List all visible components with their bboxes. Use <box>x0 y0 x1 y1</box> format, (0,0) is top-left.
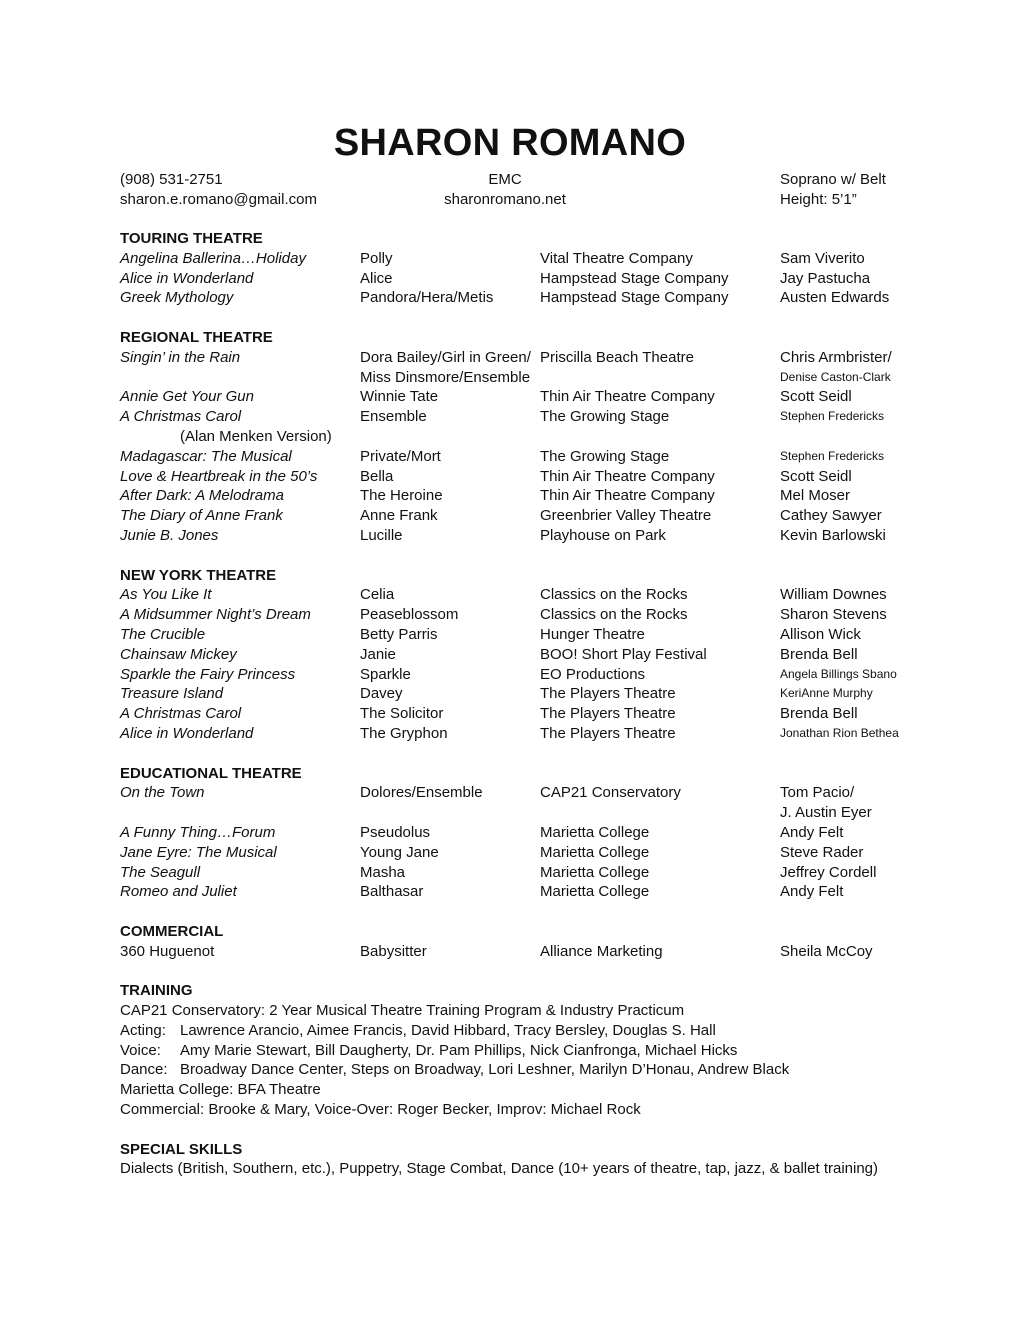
credit-row <box>120 467 920 487</box>
role-name: Pandora/Hera/Metis <box>360 289 494 307</box>
director-name: J. Austin Eyer <box>780 804 872 822</box>
show-title: The Seagull <box>120 863 201 881</box>
credit-row <box>120 665 920 685</box>
credit-row <box>120 585 920 605</box>
credit-row <box>120 605 920 625</box>
training-voice <box>120 1041 920 1061</box>
show-title: After Dark: A Melodrama <box>120 487 284 505</box>
show-title: As You Like It <box>120 586 212 604</box>
height: Height: 5’1” <box>780 191 857 208</box>
training-teachers: Lawrence Arancio, Aimee Francis, David Hibbard, Tracy Bersley, Douglas S. Hall <box>180 1021 716 1039</box>
credit-row <box>120 526 920 546</box>
role-name: Polly <box>360 249 393 267</box>
role-name: Dolores/Ensemble <box>360 784 483 802</box>
director-name: Andy Felt <box>780 883 844 901</box>
training-label: Dance: <box>120 1061 168 1079</box>
company-name: CAP21 Conservatory <box>540 784 681 802</box>
training-college: Marietta College: BFA Theatre <box>120 1081 321 1099</box>
company-name: The Players Theatre <box>540 685 676 703</box>
section-touring-theatre <box>120 229 920 308</box>
training-dance <box>120 1060 920 1080</box>
show-title: On the Town <box>120 784 205 802</box>
voice-type: Soprano w/ Belt <box>780 171 886 188</box>
company-name: EO Productions <box>540 665 646 683</box>
show-title: A Christmas Carol <box>120 408 242 426</box>
credit-row <box>120 783 920 803</box>
section-title: SPECIAL SKILLS <box>120 1140 243 1158</box>
role-name: Janie <box>360 645 396 663</box>
role-name: Bella <box>360 467 394 485</box>
credit-row <box>120 269 920 289</box>
section-title: TOURING THEATRE <box>120 230 263 247</box>
director-name: Sharon Stevens <box>780 606 887 624</box>
credits-table <box>120 942 920 962</box>
director-name: Steve Rader <box>780 843 864 861</box>
director-name: Angela Billings Sbano <box>780 666 897 681</box>
show-title: Sparkle the Fairy Princess <box>120 665 296 683</box>
credits-table <box>120 249 920 308</box>
director-name: Brenda Bell <box>780 645 858 663</box>
credits-table <box>120 348 920 546</box>
show-title: Angelina Ballerina…Holiday <box>120 249 306 267</box>
show-title: Junie B. Jones <box>120 526 219 544</box>
training-label: Acting: <box>120 1021 166 1039</box>
phone-number: (908) 531-2751 <box>120 171 223 188</box>
company-name: The Growing Stage <box>540 447 670 465</box>
show-title: A Midsummer Night’s Dream <box>120 606 311 624</box>
credit-row <box>120 249 920 269</box>
director-name: Allison Wick <box>780 625 861 643</box>
director-name: KeriAnne Murphy <box>780 686 873 701</box>
role-name: Sparkle <box>360 665 411 683</box>
section-title: EDUCATIONAL THEATRE <box>120 764 302 782</box>
company-name: Marietta College <box>540 823 650 841</box>
special-skills-text: Dialects (British, Southern, etc.), Puppetry, Stage Combat, Dance (10+ years of theatre, tap, jazz, & ballet training) <box>120 1160 879 1178</box>
credit-row <box>120 863 920 883</box>
credits-table <box>120 585 920 743</box>
company-name: Playhouse on Park <box>540 526 666 544</box>
show-title: The Crucible <box>120 625 206 643</box>
director-name: Scott Seidl <box>780 467 852 485</box>
show-title: The Diary of Anne Frank <box>120 507 283 525</box>
show-title: A Christmas Carol <box>120 705 242 723</box>
section-commercial <box>120 922 920 962</box>
director-name: Andy Felt <box>780 823 844 841</box>
company-name: Thin Air Theatre Company <box>540 467 715 485</box>
role-name: Pseudolus <box>360 823 431 841</box>
company-name: Marietta College <box>540 843 650 861</box>
credit-row <box>120 368 920 388</box>
show-title: Chainsaw Mickey <box>120 645 237 663</box>
role-name: Masha <box>360 863 406 881</box>
show-title: Alice in Wonderland <box>120 724 254 742</box>
section-training <box>120 981 920 1120</box>
role-name: Babysitter <box>360 942 427 960</box>
company-name: Vital Theatre Company <box>540 249 693 267</box>
director-name: William Downes <box>780 586 887 604</box>
credit-row <box>120 506 920 526</box>
director-name: Chris Armbrister/ <box>780 348 892 366</box>
show-title: Greek Mythology <box>120 289 234 307</box>
director-name: Stephen Fredericks <box>780 448 885 463</box>
director-name: Scott Seidl <box>780 388 852 406</box>
website: sharonromano.net <box>444 191 566 208</box>
director-name: Jonathan Rion Bethea <box>780 725 899 740</box>
company-name: Classics on the Rocks <box>540 606 688 624</box>
credits-table <box>120 783 920 902</box>
credit-row <box>120 645 920 665</box>
show-title: A Funny Thing…Forum <box>120 823 276 841</box>
credit-row <box>120 803 920 823</box>
training-program: CAP21 Conservatory: 2 Year Musical Theatre Training Program & Industry Practicum <box>120 1002 685 1020</box>
director-name: Jeffrey Cordell <box>780 863 877 881</box>
email-address: sharon.e.romano@gmail.com <box>120 191 317 208</box>
company-name: The Growing Stage <box>540 408 670 426</box>
credit-row <box>120 288 920 308</box>
director-name: Stephen Fredericks <box>780 409 885 424</box>
show-title: Jane Eyre: The Musical <box>120 843 277 861</box>
credit-row <box>120 843 920 863</box>
credit-row <box>120 486 920 506</box>
role-name: The Gryphon <box>360 724 448 742</box>
credit-row <box>120 625 920 645</box>
role-name: Davey <box>360 685 403 703</box>
company-name: Classics on the Rocks <box>540 586 688 604</box>
role-name: Winnie Tate <box>360 388 439 406</box>
training-commercial: Commercial: Brooke & Mary, Voice-Over: Roger Becker, Improv: Michael Rock <box>120 1101 641 1119</box>
director-name: Kevin Barlowski <box>780 526 886 544</box>
credit-row <box>120 427 920 447</box>
section-new-york-theatre <box>120 566 920 744</box>
show-title: Madagascar: The Musical <box>120 447 292 465</box>
credit-row <box>120 724 920 744</box>
director-name: Brenda Bell <box>780 705 858 723</box>
company-name: Hunger Theatre <box>540 625 645 643</box>
show-title: Annie Get Your Gun <box>120 388 254 406</box>
company-name: Thin Air Theatre Company <box>540 388 715 406</box>
company-name: Priscilla Beach Theatre <box>540 348 694 366</box>
director-name: Denise Caston-Clark <box>780 369 891 384</box>
section-regional-theatre <box>120 328 920 546</box>
company-name: The Players Theatre <box>540 705 676 723</box>
show-title: Treasure Island <box>120 685 224 703</box>
director-name: Mel Moser <box>780 487 851 505</box>
credit-row <box>120 823 920 843</box>
credit-row <box>120 387 920 407</box>
section-title: NEW YORK THEATRE <box>120 566 277 584</box>
role-name: Dora Bailey/Girl in Green/ <box>360 348 531 366</box>
show-title: (Alan Menken Version) <box>180 427 332 445</box>
company-name: Alliance Marketing <box>540 942 663 960</box>
training-teachers: Amy Marie Stewart, Bill Daugherty, Dr. Pam Phillips, Nick Cianfronga, Michael Hicks <box>180 1041 738 1059</box>
resume-name: SHARON ROMANO <box>333 122 687 164</box>
show-title: 360 Huguenot <box>120 942 215 960</box>
credit-row <box>120 704 920 724</box>
credit-row <box>120 684 920 704</box>
role-name: Alice <box>360 269 393 287</box>
credit-row <box>120 447 920 467</box>
company-name: Hampstead Stage Company <box>540 269 729 287</box>
union-status: EMC <box>488 171 522 188</box>
role-name: Private/Mort <box>360 447 441 465</box>
director-name: Austen Edwards <box>780 289 890 307</box>
section-special-skills <box>120 1140 920 1180</box>
company-name: Marietta College <box>540 883 650 901</box>
role-name: Young Jane <box>360 843 439 861</box>
section-title: COMMERCIAL <box>120 922 224 940</box>
director-name: Jay Pastucha <box>780 269 871 287</box>
credit-row <box>120 942 920 962</box>
credit-row <box>120 348 920 368</box>
section-title: TRAINING <box>120 982 193 1000</box>
role-name: Lucille <box>360 526 403 544</box>
role-name: Miss Dinsmore/Ensemble <box>360 368 531 386</box>
director-name: Sam Viverito <box>780 249 865 267</box>
director-name: Tom Pacio/ <box>780 784 855 802</box>
company-name: BOO! Short Play Festival <box>540 645 707 663</box>
role-name: Peaseblossom <box>360 606 459 624</box>
show-title: Alice in Wonderland <box>120 269 254 287</box>
role-name: The Heroine <box>360 487 443 505</box>
credit-row <box>120 407 920 427</box>
role-name: Ensemble <box>360 408 427 426</box>
company-name: Thin Air Theatre Company <box>540 487 715 505</box>
section-educational-theatre <box>120 764 920 903</box>
training-acting <box>120 1021 920 1041</box>
company-name: The Players Theatre <box>540 724 676 742</box>
show-title: Romeo and Juliet <box>120 883 237 901</box>
resume-sections <box>120 229 920 1199</box>
role-name: Betty Parris <box>360 625 438 643</box>
role-name: Anne Frank <box>360 507 438 525</box>
training-label: Voice: <box>120 1041 161 1059</box>
show-title: Love & Heartbreak in the 50’s <box>120 467 318 485</box>
credit-row <box>120 882 920 902</box>
role-name: Balthasar <box>360 883 424 901</box>
show-title: Singin’ in the Rain <box>120 348 241 366</box>
role-name: Celia <box>360 586 395 604</box>
director-name: Cathey Sawyer <box>780 507 882 525</box>
company-name: Greenbrier Valley Theatre <box>540 507 712 525</box>
company-name: Marietta College <box>540 863 650 881</box>
director-name: Sheila McCoy <box>780 942 873 960</box>
section-title: REGIONAL THEATRE <box>120 328 273 346</box>
company-name: Hampstead Stage Company <box>540 289 729 307</box>
training-teachers: Broadway Dance Center, Steps on Broadway, Lori Leshner, Marilyn D’Honau, Andrew Black <box>180 1061 790 1079</box>
role-name: The Solicitor <box>360 705 444 723</box>
